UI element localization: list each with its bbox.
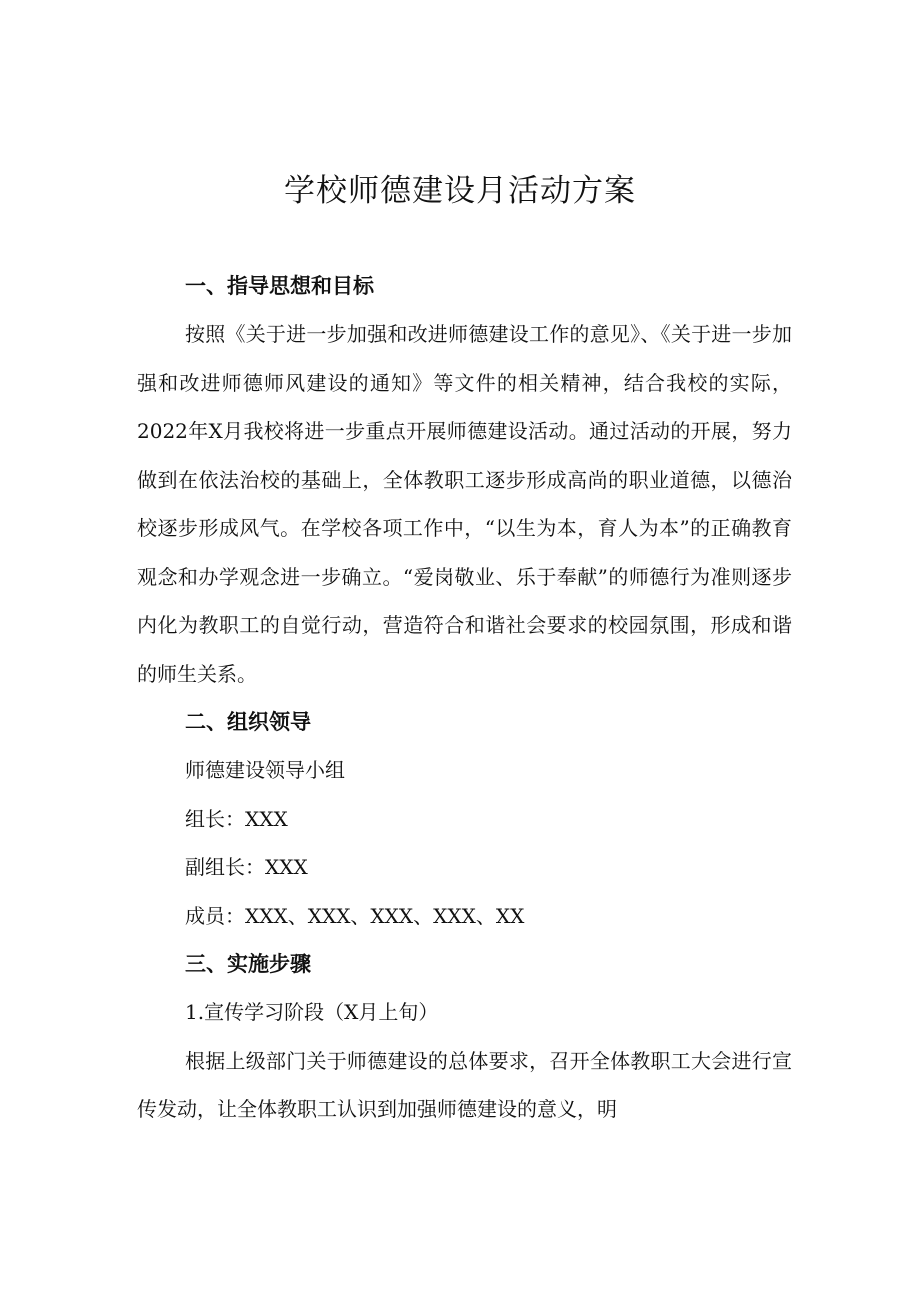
section-paragraph-guiding-ideology: 按照《关于进一步加强和改进师德建设工作的意见》、《关于进一步加强和改进师德师风建设的通知》等文件的相关精神，结合我校的实际，2022年X月我校将进一步重点开展师德建设活动。通过活动的开展，努力做到在依法治校的基础上，全体教职工逐步形成高尚的职业道德，以德治校逐步形成风气。在学校各项工作中，“以生为本，育人为本”的正确教育观念和办学观念进一步确立。“爱岗敬业、乐于奉献”的师德行为准则逐步内化为教职工的自觉行动，营造符合和谐社会要求的校园氛围，形成和谐的师生关系。: [137, 322, 792, 686]
section-heading-implementation-steps: 三、实施步骤: [185, 952, 311, 976]
document-title: 学校师德建设月活动方案: [284, 173, 636, 209]
deputy-group-leader: 副组长：XXX: [185, 855, 308, 879]
document-body: [137, 262, 792, 1134]
group-members: 成员：XXX、XXX、XXX、XXX、XX: [185, 903, 525, 928]
stage-1-paragraph: 根据上级部门关于师德建设的总体要求，召开全体教职工大会进行宣传发动，让全体教职工认识到加强师德建设的意义，明: [137, 1048, 792, 1121]
leadership-group-name: 师德建设领导小组: [185, 758, 345, 782]
stage-1-title: 1.宣传学习阶段（X月上旬）: [185, 1000, 439, 1024]
section-heading-guiding-ideology: 一、指导思想和目标: [185, 274, 374, 298]
group-leader: 组长：XXX: [185, 806, 288, 831]
section-heading-organization: 二、组织领导: [185, 710, 311, 734]
